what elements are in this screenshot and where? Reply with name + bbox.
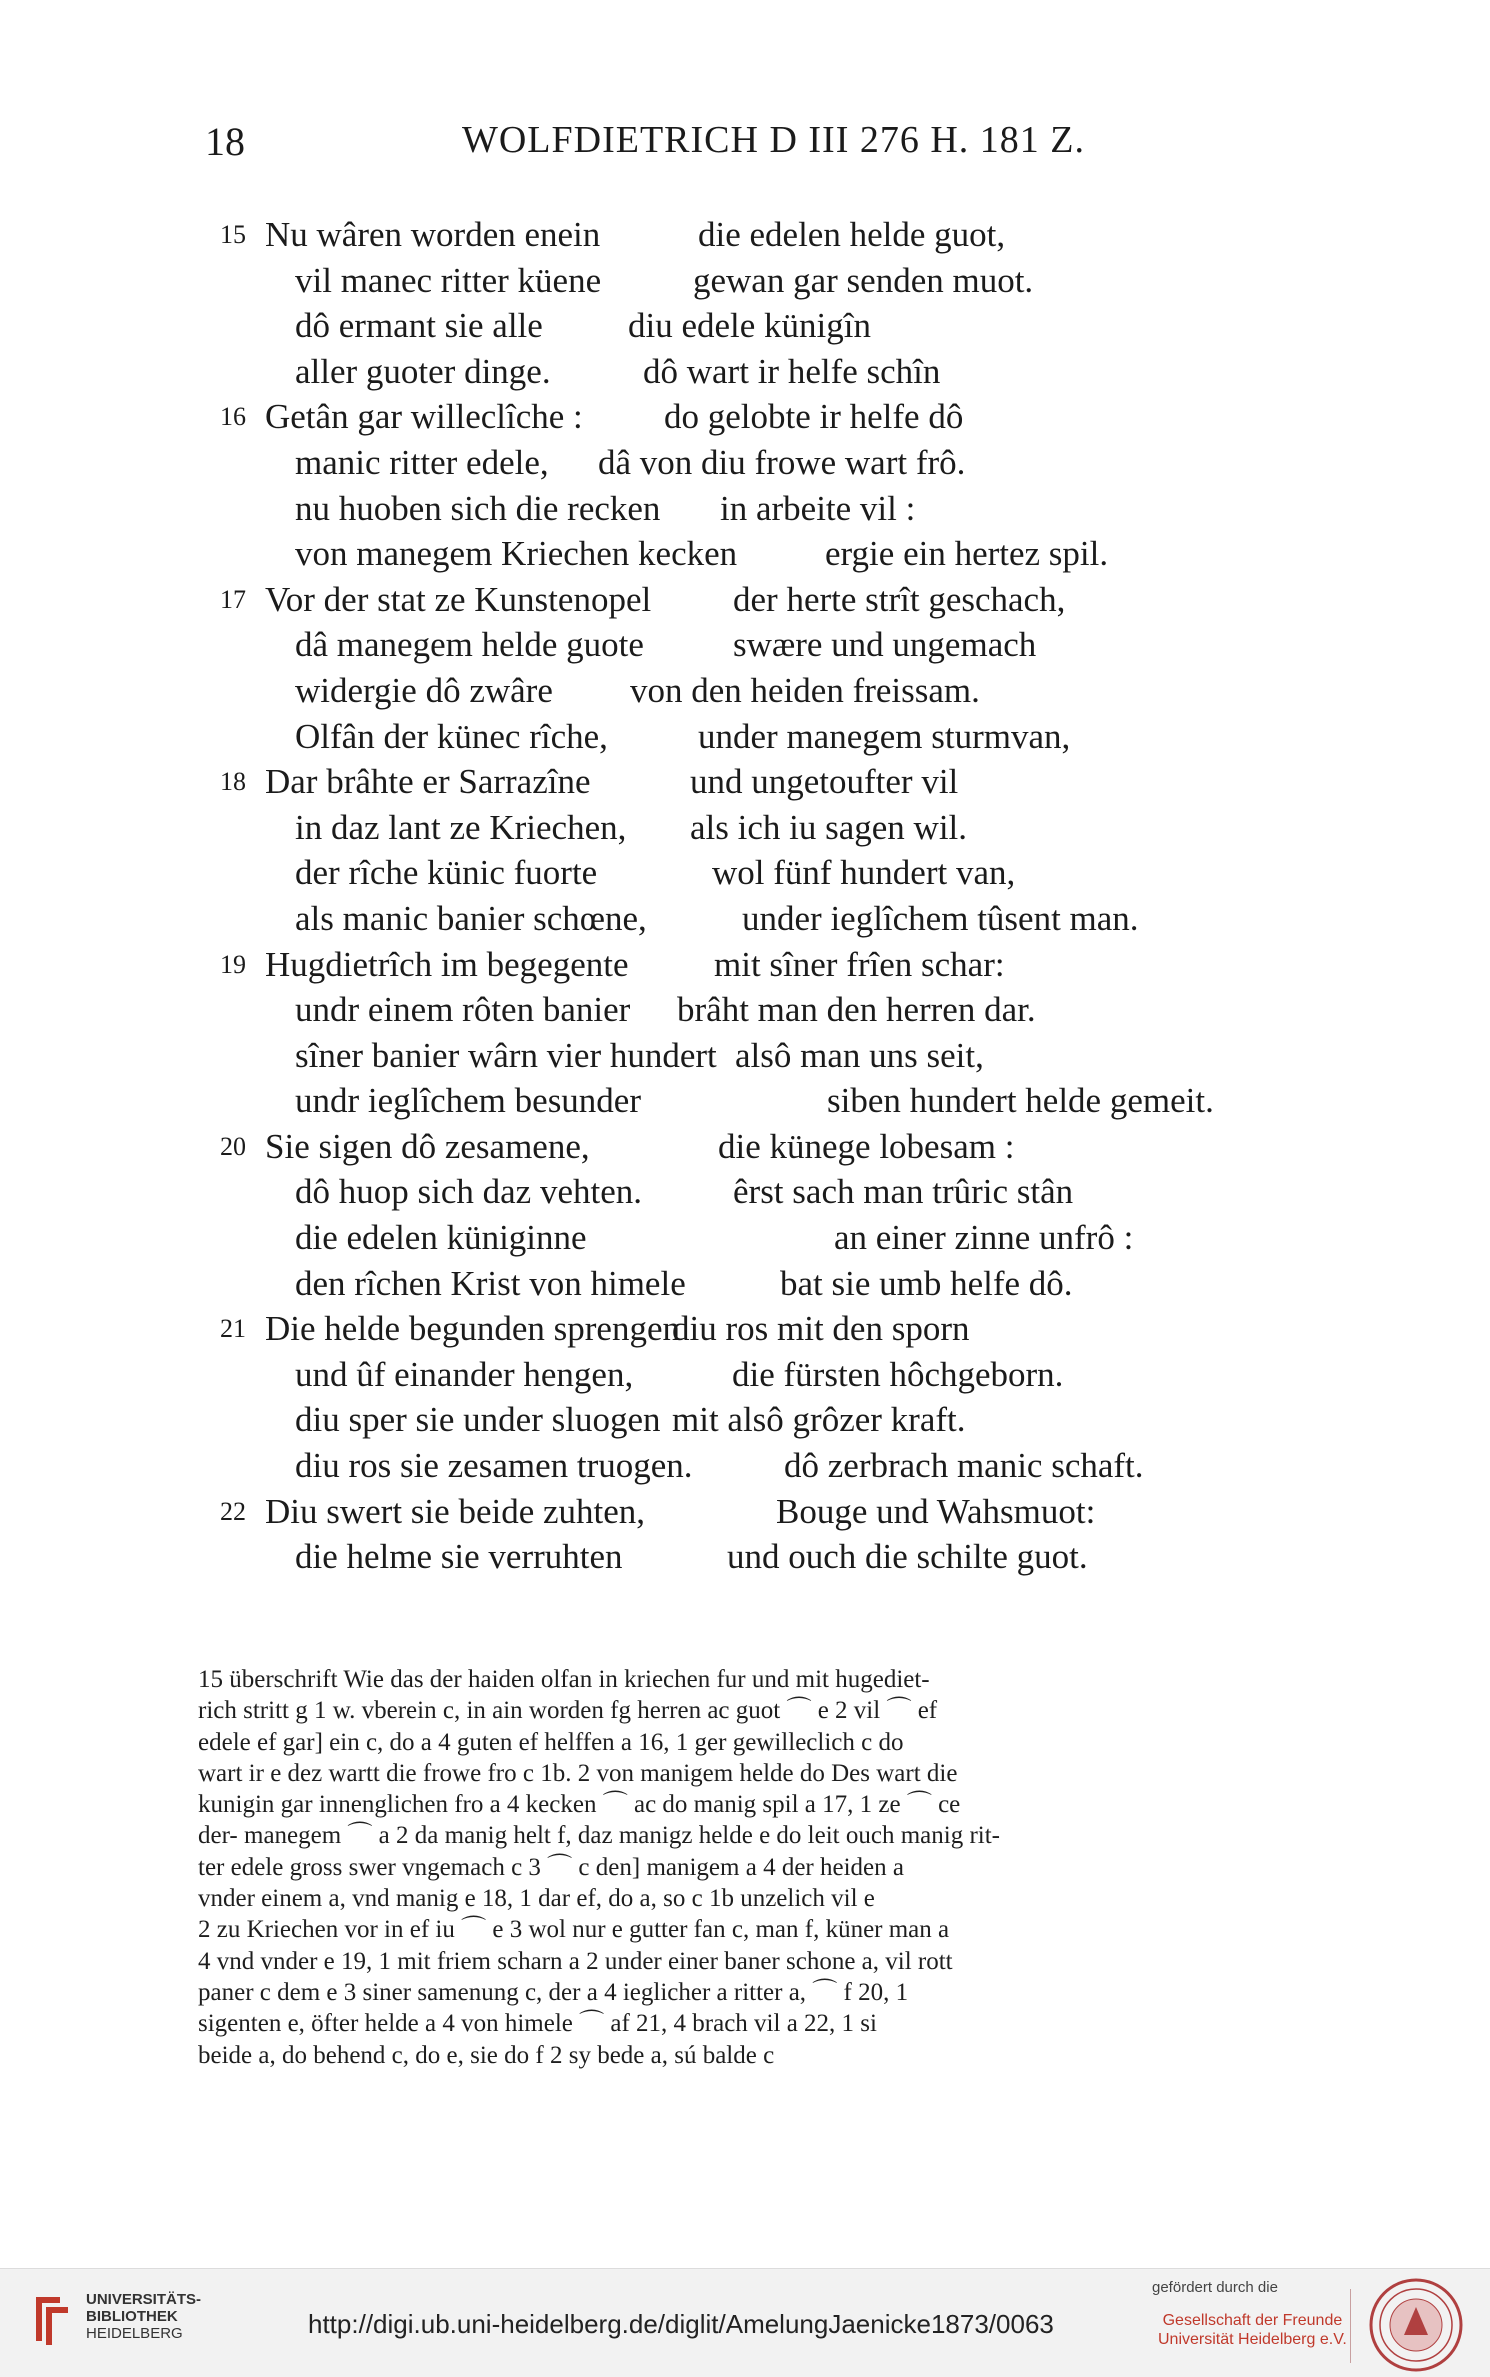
verse-second-half: swære und ungemach [733,625,1037,665]
verse-second-half: bat sie umb helfe dô. [780,1263,1073,1303]
verse-first-half: von manegem Kriechen kecken [295,534,738,574]
verse-line [0,303,1490,349]
verse-line [0,805,1490,851]
verse-line [0,1306,1490,1352]
verse-first-half: aller guoter dinge. [295,351,551,391]
verse-first-half: Vor der stat ze Kunstenopel [265,579,652,619]
verse-line [0,668,1490,714]
page-number: 18 [205,119,245,164]
verse-line [0,394,1490,440]
stanza-number: 15 [220,220,246,249]
library-name [86,2291,201,2342]
verse-line [0,1489,1490,1535]
verse-second-half: und ouch die schilte guot. [727,1537,1088,1577]
apparatus-line: wart ir e dez wartt die frowe fro c 1b. 2 von manigem helde do Des wart die [198,1759,958,1787]
stanza-number: 20 [220,1131,246,1161]
verse-second-half: siben hundert helde gemeit. [827,1081,1214,1121]
verse-line [0,896,1490,942]
sponsor-name [1158,2311,1347,2349]
library-logo-icon [32,2289,72,2349]
verse-text [0,212,1490,1580]
verse-first-half: dô huop sich daz vehten. [295,1172,642,1212]
verse-first-half: Die helde begunden sprengen [265,1309,680,1349]
verse-second-half: der herte strît geschach, [733,579,1066,619]
verse-second-half: under ieglîchem tûsent man. [742,898,1139,938]
verse-second-half: als ich iu sagen wil. [690,807,968,847]
apparatus-line: 4 vnd vnder e 19, 1 mit friem scharn a 2 under einer baner schone a, vil rott [198,1947,953,1975]
verse-first-half: diu ros sie zesamen truogen. [295,1446,693,1486]
verse-line [0,942,1490,988]
verse-first-half: vil manec ritter küene [295,260,602,300]
verse-first-half: Getân gar willeclîche : [265,397,583,437]
verse-first-half: Diu swert sie beide zuhten, [265,1491,646,1531]
apparatus-line: edele ef gar] ein c, do a 4 guten ef helffen a 16, 1 ger gewilleclich c do [198,1728,904,1756]
verse-first-half: Hugdietrîch im begegente [265,944,629,984]
verse-second-half: an einer zinne unfrô : [834,1218,1134,1258]
stanza-number: 22 [220,1496,246,1526]
apparatus-line: der- manegem ⌒ a 2 da manig helt f, daz manigz helde e do leit ouch manig rit- [198,1822,1000,1850]
verse-second-half: mit alsô grôzer kraft. [672,1400,966,1440]
verse-line [0,1261,1490,1307]
running-title: WOLFDIETRICH D III 276 H. 181 Z. [462,119,1086,161]
verse-line [0,258,1490,304]
verse-second-half: von den heiden freissam. [630,670,980,710]
verse-first-half: undr einem rôten banier [295,990,631,1030]
verse-second-half: ergie ein hertez spil. [825,534,1109,574]
critical-apparatus [198,1664,1298,2071]
verse-first-half: in daz lant ze Kriechen, [295,807,627,847]
verse-second-half: wol fünf hundert van, [712,853,1016,893]
apparatus-line: rich stritt g 1 w. vberein c, in ain worden fg herren ac guot ⌒ e 2 vil ⌒ ef [198,1697,938,1725]
page-header [0,118,1490,164]
verse-second-half: dâ von diu frowe wart frô. [598,442,966,482]
verse-first-half: manic ritter edele, [295,442,549,482]
verse-line [0,622,1490,668]
apparatus-line: vnder einem a, vnd manig e 18, 1 dar ef, do a, so c 1b unzelich vil e [198,1885,875,1913]
sponsor-lead-text: gefördert durch die [1152,2279,1278,2296]
verse-second-half: mit sîner frîen schar: [714,944,1005,984]
verse-first-half: nu huoben sich die recken [295,488,661,528]
verse-second-half: die fürsten hôchgeborn. [732,1354,1064,1394]
verse-second-half: Bouge und Wahsmuot: [776,1491,1096,1531]
verse-line [0,212,1490,258]
footer-divider [1350,2289,1351,2363]
verse-line [0,759,1490,805]
verse-first-half: undr ieglîchem besunder [295,1081,642,1121]
verse-first-half: dâ manegem helde guote [295,625,644,665]
verse-line [0,714,1490,760]
university-seal-icon [1368,2277,1464,2373]
verse-second-half: brâht man den herren dar. [677,990,1036,1030]
verse-second-half: und ungetoufter vil [690,762,959,802]
stanza-number: 19 [220,949,246,979]
verse-line [0,1534,1490,1580]
apparatus-line: beide a, do behend c, do e, sie do f 2 sy bede a, sú balde c [198,2041,775,2069]
stanza-number: 21 [220,1314,246,1344]
verse-second-half: under manegem sturmvan, [698,716,1071,756]
sponsor-line: Universität Heidelberg e.V. [1158,2331,1347,2348]
verse-second-half: alsô man uns seit, [735,1035,984,1075]
verse-first-half: und ûf einander hengen, [295,1354,634,1394]
verse-line [0,349,1490,395]
stanza-number: 17 [220,584,246,614]
verse-first-half: als manic banier schœne, [295,898,647,938]
verse-line [0,577,1490,623]
verse-second-half: êrst sach man trûric stân [733,1172,1074,1212]
verse-second-half: dô wart ir helfe schîn [643,351,941,391]
verse-second-half: do gelobte ir helfe dô [664,397,964,437]
verse-line [0,1169,1490,1215]
verse-line [0,531,1490,577]
verse-second-half: die künege lobesam : [718,1126,1015,1166]
verse-line [0,850,1490,896]
verse-first-half: Nu wâren worden enein [265,215,601,254]
verse-line [0,486,1490,532]
verse-first-half: sîner banier wârn vier hundert [295,1035,717,1075]
verse-first-half: die helme sie verruhten [295,1537,623,1577]
verse-line [0,1397,1490,1443]
library-name-line: BIBLIOTHEK [86,2308,178,2325]
library-name-line: UNIVERSITÄTS- [86,2291,202,2308]
verse-line [0,987,1490,1033]
library-name-line: HEIDELBERG [86,2325,183,2342]
digitization-footer [0,2268,1490,2377]
verse-second-half: diu edele künigîn [628,306,872,346]
verse-first-half: diu sper sie under sluogen [295,1400,661,1440]
verse-first-half: widergie dô zwâre [295,670,553,710]
page-url-link[interactable]: http://digi.ub.uni-heidelberg.de/diglit/AmelungJaenicke1873/0063 [308,2309,1054,2339]
apparatus-line: kunigin gar innenglichen fro a 4 kecken ⌒ ac do manig spil a 17, 1 ze ⌒ ce [198,1791,961,1819]
verse-line [0,1124,1490,1170]
verse-first-half: Sie sigen dô zesamene, [265,1126,590,1166]
verse-first-half: den rîchen Krist von himele [295,1263,686,1303]
apparatus-line: 15 überschrift Wie das der haiden olfan in kriechen fur und mit hugediet- [198,1666,930,1693]
apparatus-line: sigenten e, öfter helde a 4 von himele ⌒ af 21, 4 brach vil a 22, 1 si [198,2010,877,2038]
verse-second-half: dô zerbrach manic schaft. [784,1446,1144,1486]
verse-line [0,1033,1490,1079]
verse-first-half: die edelen küniginne [295,1218,587,1258]
stanza-number: 18 [220,767,246,797]
verse-line [0,1078,1490,1124]
apparatus-line: ter edele gross swer vngemach c 3 ⌒ c den] manigem a 4 der heiden a [198,1853,904,1881]
verse-second-half: gewan gar senden muot. [693,260,1034,300]
verse-second-half: diu ros mit den sporn [672,1309,970,1349]
verse-line [0,440,1490,486]
verse-line [0,1215,1490,1261]
apparatus-line: 2 zu Kriechen vor in ef iu ⌒ e 3 wol nur e gutter fan c, man f, küner man a [198,1916,950,1944]
apparatus-line: paner c dem e 3 siner samenung c, der a 4 ieglicher a ritter a, ⌒ f 20, 1 [198,1978,909,2006]
verse-second-half: in arbeite vil : [720,488,916,528]
verse-line [0,1352,1490,1398]
verse-line [0,1443,1490,1489]
verse-first-half: dô ermant sie alle [295,306,543,346]
stanza-number: 16 [220,402,246,432]
verse-second-half: die edelen helde guot, [698,215,1006,254]
verse-first-half: Dar brâhte er Sarrazîne [265,762,591,802]
verse-first-half: der rîche künic fuorte [295,853,598,893]
sponsor-line: Gesellschaft der Freunde [1162,2312,1343,2329]
verse-first-half: Olfân der künec rîche, [295,716,608,756]
